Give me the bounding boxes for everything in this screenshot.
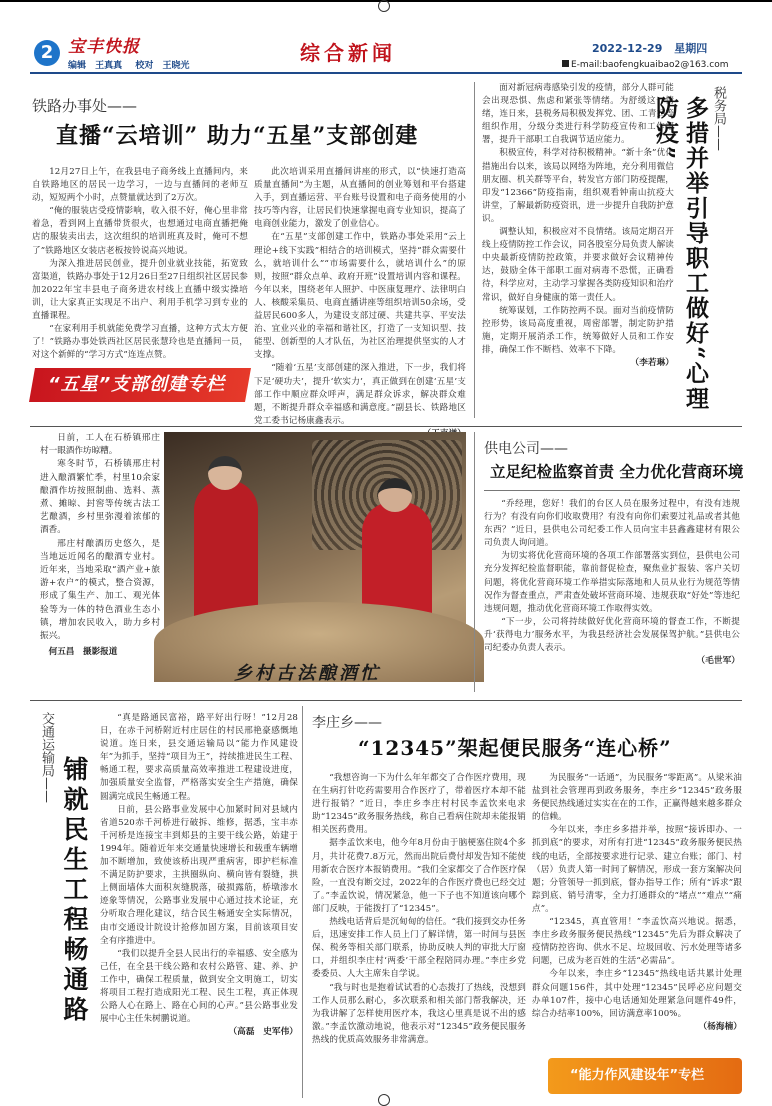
a4-para: 日前，县公路事业发展中心加紧时间对县域内省道520赤千河桥进行破拆、维修，据悉，宝丰赤千河桥是连接宝丰到郏县的主要干线公路，始建于1994年。随着近年来交通量快速增长和载重车辆增加不断增加，致使该桥出现严重病害，即护栏标准不满足防护要求，主拱圈纵向、横向皆有裂缝，拱上侧面墙体大面积灰缝脱落，破损露筋，桥墩渗水迹象等情况，公路事业发展中心通过技术论证，充分听取合理化建议，结合民生畅通安全实际情况，由市交通设计院设计抢修加固方案，目前该项目安全有序推进中。: [100, 804, 298, 946]
email-text: E-mail:baofengkuaibao2@163.com: [571, 60, 729, 70]
a2-body: [482, 82, 674, 406]
issue-date: [592, 40, 707, 56]
a1-title: 直播“云培训” 助力“五星”支部创建: [56, 123, 419, 149]
proof-label: 校对: [135, 61, 154, 71]
a1-para: “俺的服装店受疫情影响，收入很不好，俺心里非常着急，看到网上直播带货很火，也想通过电商直播把俺店的服装卖出去，这次组织的培训班真及时，俺可不想了”铁路地区女装店老板按铃说高兴地说。: [32, 206, 248, 256]
a2-para: 统筹谋划，工作防控两不误。面对当前疫情防控形势，该局高度重视，周密部署，制定防护措施，定期开展消杀工作，统筹做好人员和工作安排，确保工作不断档、效率不下降。: [482, 305, 674, 355]
photo-brewing: [164, 432, 466, 654]
date-text: 2022-12-29: [592, 42, 663, 55]
a1-para: 在“五星”支部创建工作中，铁路办事处采用“云上理论+线下实践”相结合的培训模式，坚持“群众需要什么，就培训什么”“市场需要什么，就培训什么”的原则，按照“群众点单、政府开班”设置培训内容和课程。今年以来，围绕老年人照护、中医康复理疗、法律明白人、核酸采集员、电商直播讲座等组织培训50余场，受益居民600多人，为建设支部过硬、共建共享、平安法治、宜业兴业的幸福和谐社区，打造了一支知识型、技能型、创新型的人才队伍，为社区治理提供坚实的人才支撑。: [254, 232, 466, 361]
page-number-badge: 2: [34, 40, 60, 66]
a3-byline: （毛世军）: [696, 656, 740, 667]
photo-credit: 何五昌 摄影报道: [48, 647, 118, 658]
a3-kicker: 供电公司——: [484, 441, 568, 457]
band-rule-1: [30, 426, 742, 427]
a2-para: 积极宣传，科学对待积极精神。“新十条”优化措施出台以来，该局以网络为阵地，充分利用微信朋友圈、机关群等平台，转发官方部门防疫提醒，印发“12366”防疫指南，组织观看钟南山抗疫大讲堂，了解最新防疫资讯，进一步提升自我防护意识。: [482, 148, 674, 224]
a4-kicker: 交通运输局——: [39, 712, 54, 803]
editor-line: [68, 58, 189, 71]
masthead-rule: [30, 72, 742, 74]
a3-body: [484, 498, 740, 688]
crop-mark-bottom: [378, 1094, 390, 1106]
photo-worker-left-head: [208, 456, 242, 490]
crop-mark-top: [378, 0, 390, 12]
a1-para: 12月27日上午，在我县电子商务线上直播间内，来自铁路地区的居民一边学习，一边与直播间的老师互动，短短两个小时，点赞量就达到了2万次。: [32, 167, 248, 204]
a1-col1: [32, 166, 248, 362]
a1-para: “随着‘五星’支部创建的深入推进，下一步，我们将下足‘硬功夫’，提升‘软实力’，真正做到在创建‘五星’支部工作中顺应群众呼声，满足群众诉求，解决群众难题，不断提升群众幸福感和满意度。”副县长、铁路地区党工委书记杨康鑫表示。: [254, 363, 466, 426]
a5-para: “12345，真直管用！”李孟饮高兴地说。据悉，李庄乡政务服务便民热线“12345”先后为群众解决了疫情防控咨询、供水不足、垃圾回收、污水处理等诸多问题，已成为老百姓的生活“必需品”。: [532, 917, 742, 967]
photo-caption-box: [40, 432, 160, 658]
a5-kicker: 李庄乡——: [312, 715, 382, 731]
email-bullet-icon: [562, 60, 569, 67]
a5-byline: （杨海楠）: [698, 1021, 742, 1032]
a5-banner-text: “能力作风建设年”专栏: [570, 1068, 705, 1083]
a5-col2: [532, 772, 742, 1052]
a5-para: 据李孟饮来电，他今年8月份由于脑梗塞住院4个多月，共计花费7.8万元，然而出院后费付却发告知不能使用新农合医疗本报销费用。“我们全家都交了合作医疗保险，一直没有断交过，2022年的合作医疗费也已经交过了。”李孟饮说，情况紧急，他一下子也不知道该向哪个部门反映，于能拨打了“12345”。: [312, 838, 526, 914]
paper-name: 宝丰快报: [68, 37, 140, 57]
a3-title-rule: [484, 490, 740, 491]
a3-para: “下一步，公司将持续做好优化营商环境的督查工作，不断提升‘获得电力’服务水平，为我县经济社会发展保驾护航。”县供电公司纪委办负责人表示。: [484, 616, 740, 654]
a1-banner-text: “五星”支部创建专栏: [48, 374, 226, 395]
proofreader-name: 王晓光: [162, 61, 190, 71]
weekday-text: 星期四: [674, 42, 708, 55]
a1-col2: [254, 166, 466, 426]
a2-para: 调整认知，积极应对不良情绪。该局定期召开线上疫情防控工作会议，同各股室分局负责人解读中央最新疫情防控政策，并要求做好会议精神传达，鼓励全体干部职工面对病毒不恐慌，正确看待，科学应对，主动学习掌握各类防疫知识和治疗常识，做好自身健康的第一责任人。: [482, 227, 674, 303]
a5-para: “我想咨询一下为什么年年都交了合作医疗费用，现在生病打针吃药需要用合作医疗了，带着医疗本却不能进行报销？”近日，李庄乡李庄村村民李孟饮来电求助“12345”政务服务热线，称自己看病住院却未能报销相关医药费用。: [312, 773, 526, 836]
editor-label: 编辑: [68, 61, 87, 71]
a3-para: 为切实将优化营商环境的各项工作部署落实到位，县供电公司充分发挥纪检监督职能，靠前督促检查，聚焦业扩报装、客户关切问题，将优化营商环境工作举措实际落地和人员从业行为规范等情况作为督查重点，严肃查处破坏营商环境、违规获取“好处”等违纪违规问题，推动优化营商环境工作取得实效。: [484, 551, 740, 614]
a5-para: 今年以来，李庄乡多措并举，按照“接诉即办、一抓到底”的要求，对所有打进“12345”政务服务便民热线的电话，全部按要求进行记录、建立台账；部门、村（居）负责人第一时间了解情况，形成一套方案解决问题；分管领导一抓到底，督办指导工作；所有“诉求”跟踪到底、销号清零，全力打通群众的“堵点”“难点”“痛点”。: [532, 825, 742, 914]
a4-divider: [302, 706, 303, 1098]
a4-body: [100, 712, 298, 1096]
a5-para: “我与时也是抱着试试看的心态拨打了热线，没想到工作人员那么耐心，多次联系和相关部门帮我解决，还为我讲解了怎样使用医疗本，我这心里真是说不出的感激。”李孟饮激动地说，他表示对“12345”政务便民服务热线的优质高效服务非常满意。: [312, 982, 526, 1045]
a4-title: 铺就民生工程畅通路: [60, 756, 89, 1026]
a5-para: 热线电话背后是沉甸甸的信任。“我们接到交办任务后，迅速安排工作人员上门了解详情，第一时间与县医保、税务等相关部门联系，协助反映人判的审批大厅窗口，并组织李庄村‘两委’干部全程陪同办理。”李庄乡党委委员、人大主席朱自学说。: [312, 917, 526, 980]
a2-para: 面对新冠病毒感染引发的疫情，部分人群可能会出现恐惧、焦虑和紧张等情绪。为舒缓这一情绪，连日来，县税务局积极发挥党、团、工青妇等组织作用，分级分类进行科学防疫宣传和工作部署，提升干部职工自我调节适应能力。: [482, 83, 674, 146]
editor-name: 王真真: [95, 61, 123, 71]
a5-title: “12345”架起便民服务“连心桥”: [358, 736, 672, 760]
photo-caption-2: 寒冬时节，石桥镇邢庄村进入酿酒繁忙季，村里10余家酿酒作坊按照制曲、选料、蒸煮、摊晾、封窖等传统古法工艺酿酒，乡村里弥漫着浓郁的酒香。: [40, 459, 160, 536]
a2-divider: [474, 82, 475, 418]
photo-title: 乡村古法酿酒忙: [234, 663, 381, 684]
photo-worker-right-head: [378, 478, 412, 512]
a2-byline: （李若琳）: [630, 357, 674, 368]
a4-para: “我们以提升全县人民出行的幸福感、安全感为己任，在全县干线公路和农村公路管、建、养、护工作中，确保工程质量，做到安全文明施工，切实将项目工程打造成阳光工程、民生工程，真正体现公路人心在路上、路在心间的心声。”县公路事业发展中心主任朱树鹏说道。: [100, 948, 298, 1025]
a1-kicker: 铁路办事处——: [32, 97, 138, 115]
a5-para: 今年以来，李庄乡“12345”热线电话共累计处理群众问题156件，其中处理“12345”民呼必应问题交办单107件，接中心电话通知处理紧急问题件49件，综合办结率100%，回访满意率100%。: [532, 969, 742, 1019]
a2-title: 多措并举引导职工做好“心理防疫”: [652, 96, 709, 412]
photo-caption-1: 日前，工人在石桥镇邢庄村一眼酒作坊晾糟。: [40, 433, 160, 457]
a5-para: 为民服务“一话通”，为民服务“零距离”。从梁米油盐到社会管理再到政务服务，李庄乡“12345”政务服务便民热线通过实实在在的工作，正赢得越来越多群众的信赖。: [532, 773, 742, 823]
email-line: [562, 60, 728, 70]
a1-para: 为深入推进居民创业，提升创业就业技能，拓宽致富渠道，铁路办事处于12月26日至27日组织社区居民参加2022年宝丰县电子商务进农村线上直播中级实操培训，让大家真正实现足不出户、利用手机学习到专业的直播课程。: [32, 258, 248, 322]
a2-kicker: 税务局——: [711, 86, 726, 151]
a1-para: 此次培训采用直播间讲座的形式，以“快速打造高质量直播间”为主题，从直播间的创业筹划和平台搭建入手，到直播运营、平台账号设置和电子商务使用的小技巧等内容，让居民们快速掌握电商专业知识，提高了电商创业能力，激发了创业信心。: [254, 167, 466, 230]
a3-divider: [474, 432, 475, 692]
band-rule-2: [30, 700, 742, 701]
a4-byline: （高磊 史军伟）: [228, 1027, 298, 1038]
photo-caption-3: 邢庄村酿酒历史悠久，是当地远近闻名的酿酒专业村。近年来，当地采取“酒产业+旅游+农户”的模式，整合资源，形成了集生产、加工、观光体验等为一体的特色酒业生态小镇，增加农民收入，助力乡村振兴。: [40, 538, 160, 642]
a4-para: “真是路通民富裕，路平好出行呀！”12月28日，在赤千河桥附近村庄居住的村民邢艳豪感慨地说道。连日来，县交通运输局以“能力作风建设年”为抓手，坚持“项目为王”，持续推进民生工程、畅通工程，要求高质量高效率推进工程建设进度，加强质量安全监督，严格落实安全生产措施，确保圆满完成民生畅通工程。: [100, 713, 298, 802]
a3-para: “乔经理，您好！我们的台区人员在服务过程中，有没有违规行为？有没有向你们收取费用？有没有向你们索要过礼品或者其他东西？”近日，县供电公司纪委工作人员向宝丰县鑫鑫建材有限公司负责人询问道。: [484, 499, 740, 549]
a5-col1: [312, 772, 526, 1096]
a3-title: 立足纪检监察首责 全力优化营商环境: [490, 462, 744, 481]
a1-para: “在家利用手机就能免费学习直播，这种方式太方便了！”铁路办事处铁西社区居民张慧玲也是直播间一员，对这个新鲜的“学习方式”连连点赞。: [32, 324, 248, 361]
section-title: 综合新闻: [300, 41, 396, 65]
